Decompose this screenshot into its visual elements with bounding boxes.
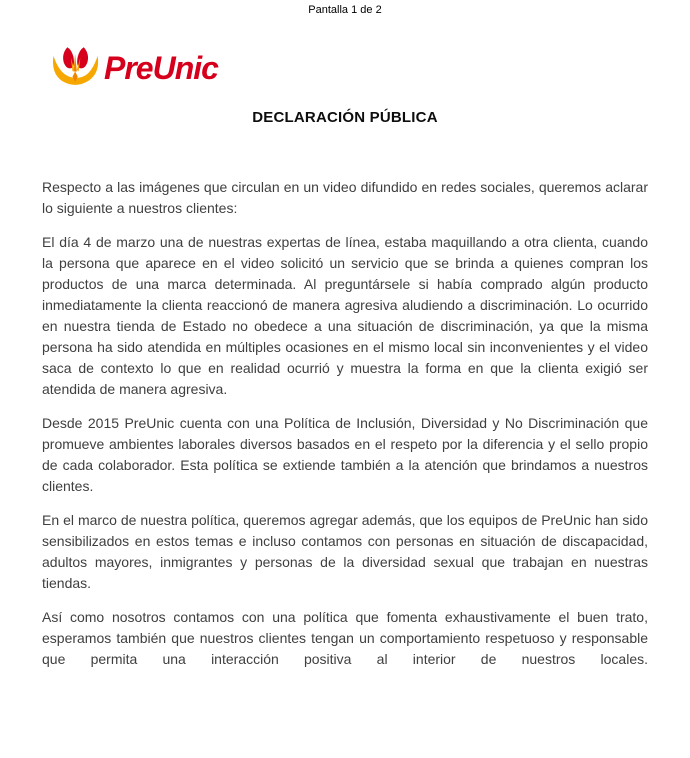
paragraph-intro: Respecto a las imágenes que circulan en un video difundido en redes sociales, queremos aclarar lo siguiente a nuestros clientes: xyxy=(42,179,648,216)
paragraph-policy: Desde 2015 PreUnic cuenta con una Política de Inclusión, Diversidad y No Discriminación que promueve ambientes laborales diversos basados en el respeto por la diferencia y el sello propio de cada colaborador. Esta política se extiende también a la atención que brindamos a nuestros clientes. xyxy=(42,415,648,494)
preunic-logo-text: PreUnic xyxy=(104,50,218,86)
document-title: DECLARACIÓN PÚBLICA xyxy=(252,109,438,126)
preunic-logo xyxy=(50,44,218,92)
document-body xyxy=(42,177,648,683)
page-indicator: Pantalla 1 de 2 xyxy=(308,4,382,16)
paragraph-incident: El día 4 de marzo una de nuestras expertas de línea, estaba maquillando a otra clienta, cuando la persona que aparece en el video solicitó un servicio que se brinda a quienes compran los productos de una marca determinada. Al preguntársele si había comprado algún producto inmediatamente la clienta reaccionó de manera agresiva aludiendo a discriminación. Lo ocurrido en nuestra tienda de Estado no obedece a una situación de discriminación, ya que la misma persona ha sido atendida en múltiples ocasiones en el mismo local sin inconvenientes y el video saca de contexto lo que en realidad ocurrió y muestra la forma en que la clienta exigió ser atendida de manera agresiva. xyxy=(42,234,648,397)
paragraph-expectation: Así como nosotros contamos con una política que fomenta exhaustivamente el buen trato, esperamos también que nuestros clientes tengan un comportamiento respetuoso y responsable que permita una interacción positiva al interior de nuestros locales. xyxy=(42,609,648,667)
preunic-flower-icon xyxy=(50,45,102,91)
paragraph-teams: En el marco de nuestra política, queremos agregar además, que los equipos de PreUnic han sido sensibilizados en estos temas e incluso contamos con personas en situación de discapacidad, adultos mayores, inmigrantes y personas de la diversidad sexual que trabajan en nuestras tiendas. xyxy=(42,512,648,591)
